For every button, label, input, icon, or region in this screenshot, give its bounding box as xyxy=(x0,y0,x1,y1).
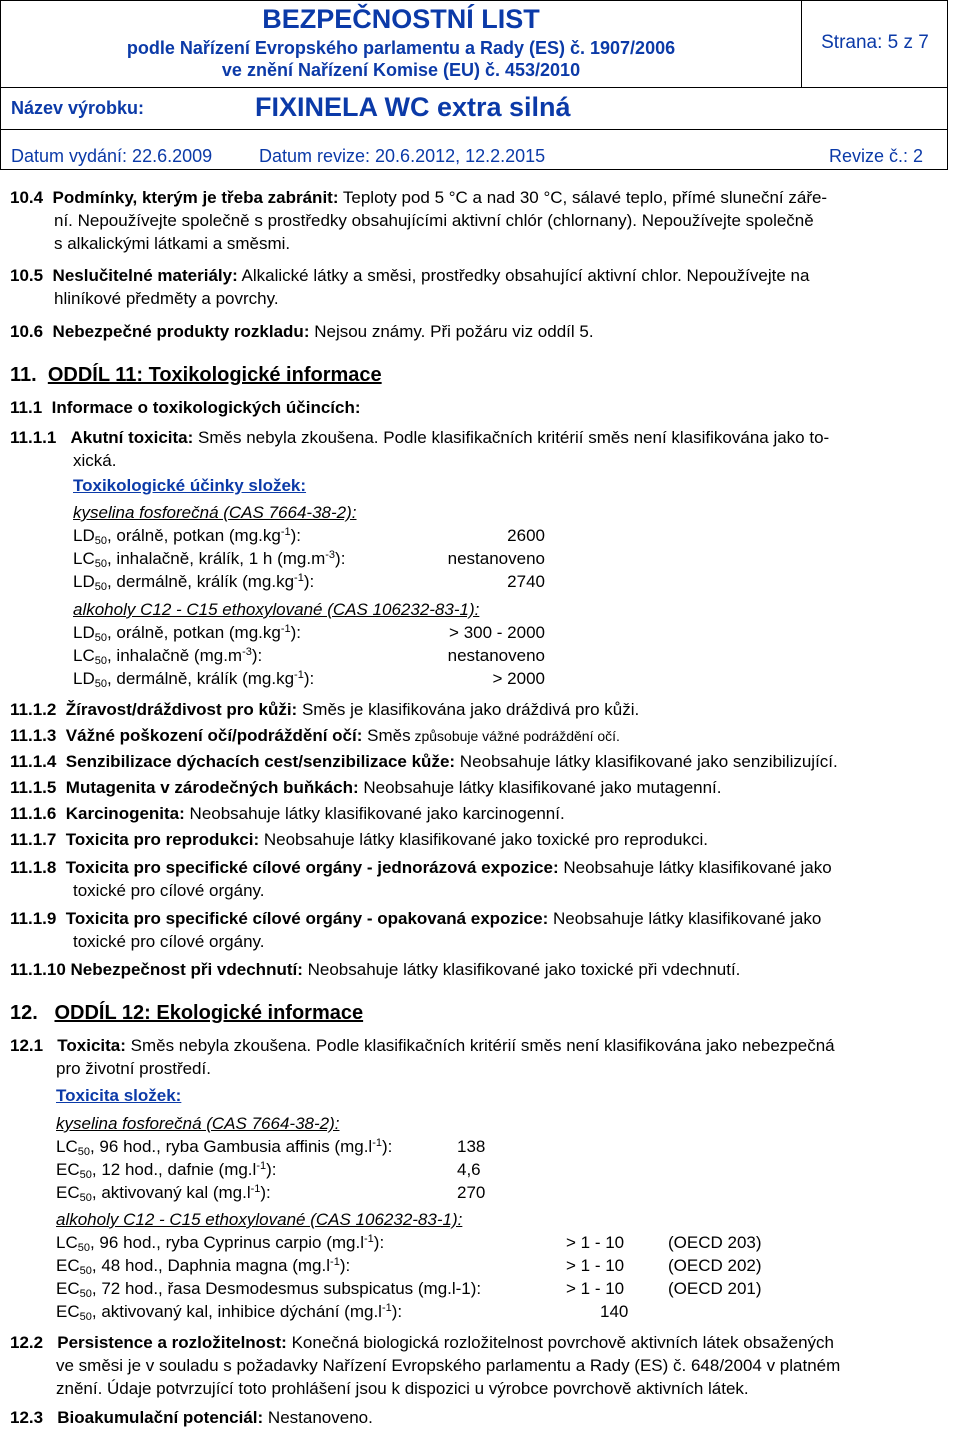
tox-value: nestanoveno xyxy=(447,646,545,665)
item-11-1: 11.1 Informace o toxikologických účincích: xyxy=(10,398,361,417)
item-12-1-line2: pro životní prostředí. xyxy=(56,1059,211,1078)
ecotox-value: 270 xyxy=(457,1183,486,1202)
item-10-4-line3: s alkalickými látkami a směsmi. xyxy=(54,234,291,253)
item-11-1-9-line2: toxické pro cílové orgány. xyxy=(73,932,265,951)
tox-row: $LD_{50}$, orálně, potkan $(mg.kg^{-1})$: xyxy=(73,623,302,644)
ecotox-value: > 1 - 10 xyxy=(566,1279,625,1298)
item-12-2-line3: znění. Údaje potvrzující toto prohlášení jsou k dispozici u výrobce povrchově aktivních látek. xyxy=(56,1379,749,1398)
tox-row: $LD_{50}$, orálně, potkan $(mg.kg^{-1})$: xyxy=(73,526,302,547)
issue-date: Datum vydání: 22.6.2009 xyxy=(11,146,213,166)
oecd-method: (OECD 203) xyxy=(668,1233,762,1252)
ecotox-components-heading: Toxicita složek: xyxy=(56,1086,182,1105)
ecotox-row: $EC_{50}$, aktivovaný kal, inhibice dýchání $(mg.l^{-1})$: xyxy=(56,1302,403,1323)
tox-value: 2740 xyxy=(507,572,545,591)
oecd-method: (OECD 202) xyxy=(668,1256,762,1275)
item-11-1-3: 11.1.3 Vážné poškození očí/podráždění očí: Směs způsobuje vážné podráždění očí. xyxy=(10,726,620,745)
ecotox-row: $EC_{50}$, 12 hod., dafnie $(mg.l^{-1})$: xyxy=(56,1160,277,1181)
regulation-line-2: ve znění Nařízení Komise (EU) č. 453/2010 xyxy=(221,60,581,80)
toxicology-components-heading: Toxikologické účinky složek: xyxy=(73,476,307,495)
document-title: BEZPEČNOSTNÍ LIST xyxy=(262,4,540,34)
item-10-5: 10.5 Neslučitelné materiály: Alkalické látky a směsi, prostředky obsahující aktivní chlor. Nepoužívejte na xyxy=(10,266,810,285)
item-10-4: 10.4 Podmínky, kterým je třeba zabránit: Teploty pod 5 °C a nad 30 °C, sálavé teplo, přímé sluneční záře- xyxy=(10,188,828,207)
item-10-5-line2: hliníkové předměty a povrchy. xyxy=(54,289,279,308)
item-11-1-9: 11.1.9 Toxicita pro specifické cílové orgány - opakovaná expozice: Neobsahuje látky klasifikované jako xyxy=(10,909,822,928)
tox-row: $LC_{50}$, inhalačně, králík, 1 h $(mg.m^{-3})$: xyxy=(73,549,346,570)
item-11-1-8: 11.1.8 Toxicita pro specifické cílové orgány - jednorázová expozice: Neobsahuje látky klasifikované jako xyxy=(10,858,832,877)
item-11-1-4: 11.1.4 Senzibilizace dýchacích cest/senzibilizace kůže: Neobsahuje látky klasifikované jako senzibilizující. xyxy=(10,752,838,771)
regulation-line-1: podle Nařízení Evropského parlamentu a Rady (ES) č. 1907/2006 xyxy=(126,38,676,58)
item-11-1-7: 11.1.7 Toxicita pro reprodukci: Neobsahuje látky klasifikované jako toxické pro reprodukci. xyxy=(10,830,708,849)
tox-row: $LD_{50}$, dermálně, králík $(mg.kg^{-1})$: xyxy=(73,572,315,593)
ecotox-row: $EC_{50}$, 72 hod., řasa Desmodesmus subspicatus (mg.l-1): xyxy=(56,1279,482,1300)
tox-value: > 300 - 2000 xyxy=(449,623,545,642)
item-11-1-8-line2: toxické pro cílové orgány. xyxy=(73,881,265,900)
revision-date: Datum revize: 20.6.2012, 12.2.2015 xyxy=(259,146,546,166)
tox-row: $LD_{50}$, dermálně, králík $(mg.kg^{-1})$: xyxy=(73,669,315,690)
eco-component-phosphoric-acid: kyselina fosforečná (CAS 7664-38-2): xyxy=(56,1114,340,1133)
ecotox-row: $EC_{50}$, aktivovaný kal $(mg.l^{-1})$: xyxy=(56,1183,271,1204)
item-10-6: 10.6 Nebezpečné produkty rozkladu: Nejsou známy. Při požáru viz oddíl 5. xyxy=(10,322,594,341)
ecotox-value: 138 xyxy=(457,1137,486,1156)
item-12-2-line2: ve směsi je v souladu s požadavky Nařízení Evropského parlamentu a Rady (ES) č. 648/2004 v platném xyxy=(56,1356,841,1375)
ecotox-value: > 1 - 10 xyxy=(566,1256,625,1275)
ecotox-value: > 1 - 10 xyxy=(566,1233,625,1252)
item-11-1-10: 11.1.10 Nebezpečnost při vdechnutí: Neobsahuje látky klasifikované jako toxické při vdechnutí. xyxy=(10,960,741,979)
item-11-1-1: 11.1.1 Akutní toxicita: Směs nebyla zkoušena. Podle klasifikačních kritérií směs není klasifikována jako to- xyxy=(10,428,830,447)
ecotox-row: $EC_{50}$, 48 hod., Daphnia magna $(mg.l^{-1})$: xyxy=(56,1256,351,1277)
item-12-2: 12.2 Persistence a rozložitelnost: Konečná biologická rozložitelnost povrchově aktivních látek obsažených xyxy=(10,1333,834,1352)
section-12-heading: 12. ODDÍL 12: Ekologické informace xyxy=(10,1002,364,1024)
ecotox-value: 4,6 xyxy=(457,1160,481,1179)
ecotox-row: $LC_{50}$, 96 hod., ryba Gambusia affinis $(mg.l^{-1})$: xyxy=(56,1137,393,1158)
tox-value: 2600 xyxy=(507,526,545,545)
item-12-1: 12.1 Toxicita: Směs nebyla zkoušena. Podle klasifikačních kritérií směs není klasifikována jako nebezpečná xyxy=(10,1036,835,1055)
revision-number: Revize č.: 2 xyxy=(828,146,923,166)
item-11-1-2: 11.1.2 Žíravost/dráždivost pro kůži: Směs je klasifikována jako dráždivá pro kůži. xyxy=(10,700,640,719)
product-label: Název výrobku: xyxy=(11,98,145,118)
tox-row: $LC_{50}$, inhalačně $(mg.m^{-3})$: xyxy=(73,646,263,667)
product-name: FIXINELA WC extra silná xyxy=(255,92,571,122)
item-11-1-5: 11.1.5 Mutagenita v zárodečných buňkách: Neobsahuje látky klasifikované jako mutagenní. xyxy=(10,778,722,797)
item-11-1-6: 11.1.6 Karcinogenita: Neobsahuje látky klasifikované jako karcinogenní. xyxy=(10,804,565,823)
item-12-3: 12.3 Bioakumulační potenciál: Nestanoveno. xyxy=(10,1408,373,1427)
document-header xyxy=(0,0,948,170)
component-alcohol-ethoxylates: alkoholy C12 - C15 ethoxylované (CAS 106232-83-1): xyxy=(73,600,480,619)
page-number: Strana: 5 z 7 xyxy=(821,32,929,53)
section-11-heading: 11. ODDÍL 11: Toxikologické informace xyxy=(10,364,382,386)
component-phosphoric-acid: kyselina fosforečná (CAS 7664-38-2): xyxy=(73,503,357,522)
ecotox-value: 140 xyxy=(600,1302,629,1321)
item-11-1-1-line2: xická. xyxy=(73,451,117,470)
tox-value: nestanoveno xyxy=(447,549,545,568)
tox-value: > 2000 xyxy=(492,669,545,688)
item-10-4-line2: ní. Nepoužívejte společně s prostředky obsahujícími aktivní chlór (chlornany). Nepoužívejte společně xyxy=(54,211,814,230)
oecd-method: (OECD 201) xyxy=(668,1279,762,1298)
ecotox-row: $LC_{50}$, 96 hod., ryba Cyprinus carpio $(mg.l^{-1})$: xyxy=(56,1233,385,1254)
eco-component-alcohol-ethoxylates: alkoholy C12 - C15 ethoxylované (CAS 106232-83-1): xyxy=(56,1210,463,1229)
